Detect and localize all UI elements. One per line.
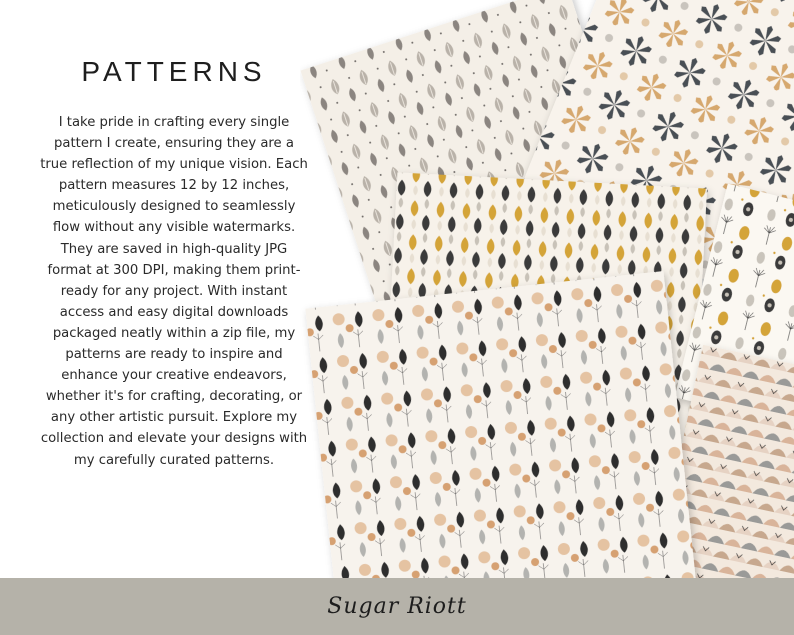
brand-signature: Sugar Riott [327,594,467,619]
pattern-collage [300,0,794,578]
page-title: PATTERNS [81,56,267,87]
pattern-collage-svg [300,0,794,578]
sheet-dandelion-leaves [305,271,696,578]
text-panel [40,56,308,471]
description-text: I take pride in crafting every single pattern I create, ensuring they are a true reflection of my unique vision. Each pattern measures 12 by 12 inches, meticulously designed to seamlessly flow without any visible watermarks. They are saved in high-quality JPG format at 300 DPI, making them print-ready for any project. With instant access and easy digital downloads packaged neatly within a zip file, my patterns are ready to inspire and enhance your creative endeavors, whether it's for crafting, decorating, or any other artistic pursuit. Explore my collection and elevate your designs with my carefully curated patterns. [40,115,308,468]
footer-bar [0,578,794,635]
